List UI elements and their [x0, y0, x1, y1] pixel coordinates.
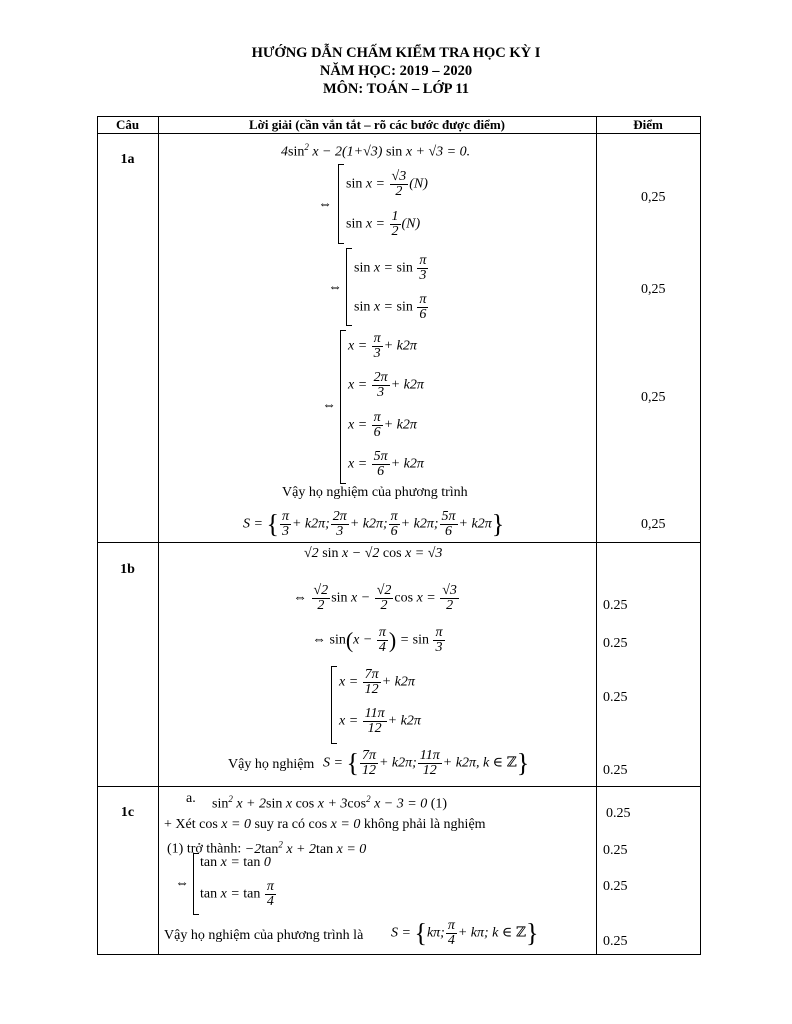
- equation-1c: $\sin^2 x + 2\sin$ x $\cos x + 3\cos^2$ x − 3 = 0 (1): [212, 794, 448, 812]
- point-value: 0,25: [641, 282, 666, 297]
- table-divider-1: [158, 116, 159, 954]
- solution-line: x = $\frac{2\pi}{3}$ + k2π: [348, 370, 424, 400]
- equivalence-symbol: ⇔: [322, 398, 336, 413]
- point-value: 0.25: [606, 806, 631, 821]
- sub-label: a.: [186, 791, 196, 806]
- title-line-3: MÔN: TOÁN – LỚP 11: [322, 81, 470, 97]
- solution-line: tan x = tan $\frac{\pi}{4}$: [200, 879, 274, 909]
- table-border-bottom: [97, 954, 701, 955]
- title-line-2: NĂM HỌC: 2019 – 2020: [319, 63, 473, 79]
- solution-set: S = { $\frac{\pi}{3}$ + k2π; $\frac{2\pi}{3}$ + k2π; $\frac{\pi}{6}$ + k2π; $\frac{5\pi}{6}$ + k2π}: [243, 509, 505, 539]
- table-border-left: [97, 116, 98, 954]
- point-value: 0.25: [603, 636, 628, 651]
- table-divider-2: [596, 116, 597, 954]
- solution-set: S = { $\frac{7\pi}{12}$ + k2π; $\frac{11\pi}{12}$ + k2π, k ∈ ℤ}: [323, 748, 530, 778]
- point-value: 0,25: [641, 390, 666, 405]
- conclusion-text: Vậy họ nghiệm của phương trình là: [164, 928, 364, 943]
- solution-line: sin x = $\frac{1}{2}$ (N): [346, 209, 421, 239]
- header-divider: [97, 133, 701, 134]
- row-divider-1: [97, 542, 701, 543]
- row-divider-2: [97, 786, 701, 787]
- transform-line: ⇔ $\frac{√2}{2}$ sin x − $\frac{√2}{2}$ cos x = $\frac{√3}{2}$: [293, 583, 457, 613]
- equation-1b: √2 sin x − √2 cos x = √3: [304, 546, 443, 561]
- solution-line: sin x = $\frac{√3}{2}$ (N): [346, 169, 428, 199]
- point-value: 0.25: [603, 879, 628, 894]
- solution-line: sin x = sin $\frac{\pi}{3}$: [354, 253, 427, 283]
- solution-line: x = $\frac{11\pi}{12}$ + k2π: [339, 706, 421, 736]
- solution-line: x = $\frac{\pi}{3}$ + k2π: [348, 331, 417, 361]
- system-bracket: [331, 666, 337, 744]
- equivalence-symbol: ⇔: [328, 280, 342, 295]
- column-header-loi-giai: Lời giải (cần vắn tắt – rõ các bước được điểm): [248, 117, 505, 132]
- system-bracket: [338, 164, 344, 244]
- cau-label: 1c: [120, 805, 135, 820]
- solution-line: x = $\frac{7\pi}{12}$ + k2π: [339, 667, 415, 697]
- equivalence-symbol: ⇔: [175, 876, 189, 891]
- point-value: 0,25: [641, 517, 666, 532]
- point-value: 0.25: [603, 763, 628, 778]
- system-bracket: [193, 853, 199, 915]
- point-value: 0.25: [603, 598, 628, 613]
- point-value: 0.25: [603, 934, 628, 949]
- solution-line: x = $\frac{5\pi}{6}$ + k2π: [348, 449, 424, 479]
- point-value: 0,25: [641, 190, 666, 205]
- transform-line: (1) trở thành: $-2\tan^2$ x + 2tan x = 0: [167, 839, 367, 857]
- solution-set: S = {kπ; $\frac{\pi}{4}$ + kπ; k ∈ ℤ}: [391, 918, 539, 948]
- system-bracket: [346, 248, 352, 326]
- conclusion-text: Vậy họ nghiệm của phương trình: [282, 485, 468, 500]
- point-value: 0.25: [603, 690, 628, 705]
- cau-label: 1a: [120, 152, 135, 167]
- column-header-cau: Câu: [115, 117, 140, 132]
- case-line: + Xét cos x = 0 suy ra có cos x = 0 không phải là nghiệm: [164, 817, 486, 832]
- conclusion-text: Vậy họ nghiệm: [228, 757, 315, 772]
- point-value: 0.25: [603, 843, 628, 858]
- cau-label: 1b: [120, 562, 135, 577]
- table-border-right: [700, 116, 701, 954]
- equivalence-symbol: ⇔: [318, 197, 332, 212]
- column-header-diem: Điểm: [633, 117, 663, 132]
- solution-line: x = $\frac{\pi}{6}$ + k2π: [348, 410, 417, 440]
- transform-line: ⇔ sin(x − $\frac{\pi}{4}$ ) = sin $\frac{\pi}{3}$: [312, 625, 443, 655]
- system-bracket: [340, 330, 346, 484]
- equation-1a: $4\sin^2$ x − 2(1+√3) sin x + √3 = 0.: [281, 142, 471, 160]
- solution-line: tan x = tan 0: [200, 855, 271, 870]
- solution-line: sin x = sin $\frac{\pi}{6}$: [354, 292, 427, 322]
- title-line-1: HƯỚNG DẪN CHẤM KIỂM TRA HỌC KỲ I: [251, 45, 541, 61]
